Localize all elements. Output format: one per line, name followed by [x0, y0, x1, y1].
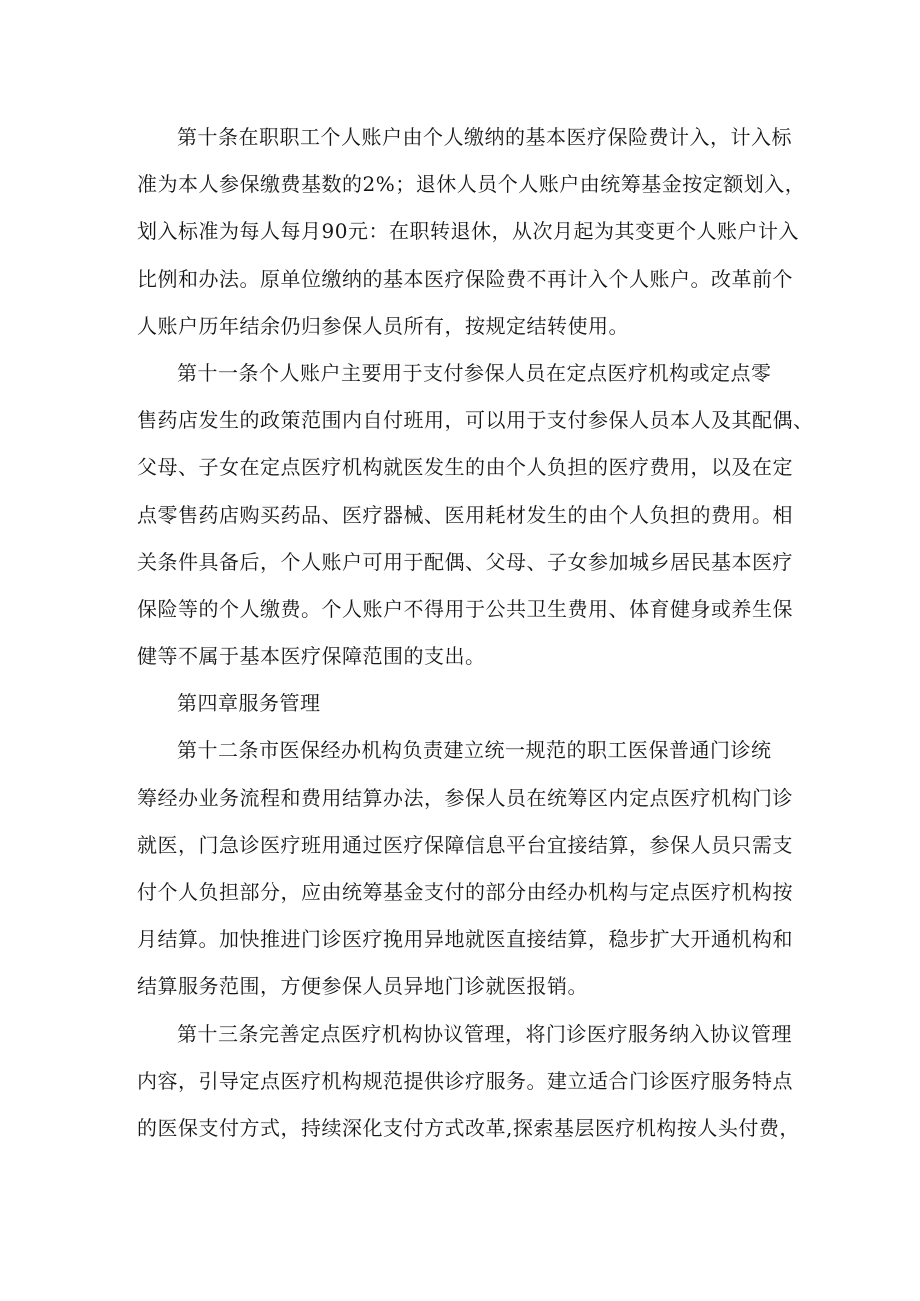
- document-body: [137, 114, 814, 1152]
- paragraph-11-line-1: 第十一条个人账户主要用于支付参保人员在定点医疗机构或定点零: [177, 360, 772, 385]
- paragraph-10-line-2: 准为本人参保缴费基数的2%；退休人员个人账户由统筹基金按定额划入，: [137, 172, 806, 197]
- paragraph-11-line-7: 健等不属于基本医疗保障范围的支出。: [137, 644, 486, 669]
- paragraph-12-line-1: 第十二条市医保经办机构负责建立统一规范的职工医保普通门诊统: [177, 738, 772, 763]
- paragraph-11-line-6: 保险等的个人缴费。个人账户不得用于公共卫生费用、体育健身或养生保: [137, 596, 793, 621]
- paragraph-13-line-1: 第十三条完善定点医疗机构协议管理，将门诊医疗服务纳入协议管理: [177, 1021, 792, 1046]
- chapter-heading: 第四章服务管理: [177, 691, 321, 716]
- paragraph-13-line-2: 内容，引导定点医疗机构规范提供诊疗服务。建立适合门诊医疗服务特点: [137, 1068, 793, 1093]
- paragraph-10-line-3: 划入标准为每人每月90元：在职转退休，从次月起为其变更个人账户计入: [137, 219, 799, 244]
- paragraph-10-line-5: 人账户历年结余仍归参保人员所有，按规定结转使用。: [137, 313, 629, 338]
- paragraph-12-line-5: 月结算。加快推进门诊医疗挽用异地就医直接结算，稳步扩大开通机构和: [137, 927, 793, 952]
- paragraph-10-line-1: 第十条在职职工个人账户由个人缴纳的基本医疗保险费计入，计入标: [177, 125, 792, 149]
- paragraph-11-line-5: 关条件具备后，个人账户可用于配偶、父母、子女参加城乡居民基本医疗: [137, 549, 793, 574]
- paragraph-11-line-3: 父母、子女在定点医疗机构就医发生的由个人负担的医疗费用，以及在定: [137, 455, 793, 480]
- paragraph-11-line-2: 售药店发生的政策范围内自付班用，可以用于支付参保人员本人及其配偶、: [137, 408, 814, 433]
- paragraph-11-line-4: 点零售药店购买药品、医疗器械、医用耗材发生的由个人负担的费用。相: [137, 502, 793, 527]
- paragraph-12-line-6: 结算服务范围，方便参保人员异地门诊就医报销。: [137, 974, 588, 999]
- paragraph-12-line-2: 筹经办业务流程和费用结算办法，参保人员在统筹区内定点医疗机构门诊: [137, 785, 793, 810]
- paragraph-13-line-3: 的医保支付方式，持续深化支付方式改革,探索基层医疗机构按人头付费，: [137, 1115, 800, 1140]
- paragraph-12-line-4: 付个人负担部分，应由统筹基金支付的部分由经办机构与定点医疗机构按: [137, 880, 793, 904]
- paragraph-12-line-3: 就医，门急诊医疗班用通过医疗保障信息平台宜接结算，参保人员只需支: [137, 832, 793, 857]
- paragraph-10-line-4: 比例和办法。原单位缴纳的基本医疗保险费不再计入个人账户。改革前个: [137, 266, 793, 291]
